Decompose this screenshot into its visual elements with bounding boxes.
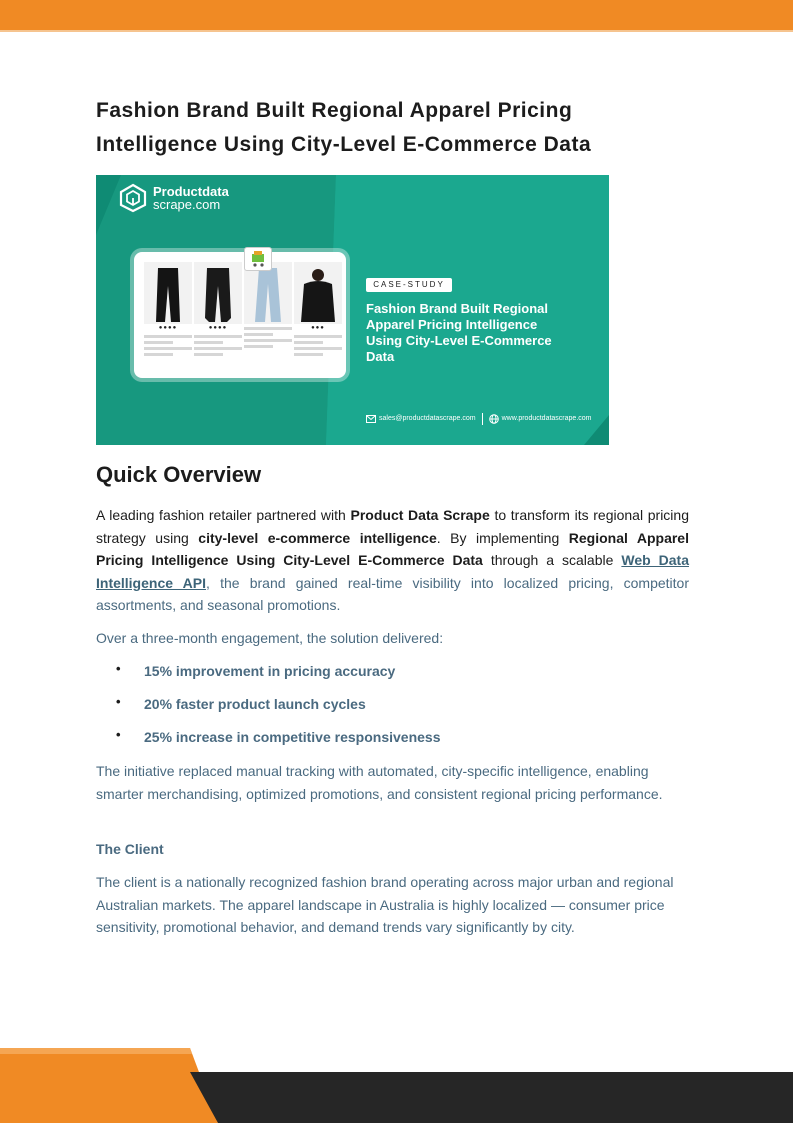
title-line-1: Fashion Brand Built Regional Apparel Pricing <box>96 99 573 122</box>
banner-email[interactable]: sales@productdatascrape.com <box>379 415 476 422</box>
case-study-tag: CASE-STUDY <box>366 278 452 292</box>
banner-headline-line-3: Using City-Level E-Commerce <box>366 333 552 348</box>
product-tile: ●●● <box>294 262 342 356</box>
logo-line-2: scrape.com <box>153 197 221 212</box>
footer-orange-shape <box>0 1048 218 1123</box>
product-grid-card <box>134 252 346 378</box>
product-tile: ●●●● <box>194 262 242 356</box>
client-heading: The Client <box>96 841 164 857</box>
document-title <box>96 94 696 162</box>
company-name-strong: Product Data Scrape <box>350 507 490 523</box>
pants-image-icon <box>153 266 183 324</box>
banner-headline-line-1: Fashion Brand Built Regional <box>366 301 549 316</box>
footer-band <box>0 1048 793 1123</box>
overview-text: through a scalable <box>482 552 622 568</box>
joggers-image-icon <box>203 266 233 324</box>
banner-contact-row <box>366 413 606 425</box>
footer-dark-shape <box>190 1072 793 1123</box>
list-item: • 25% increase in competitive responsiveness <box>116 726 440 759</box>
list-item: • 15% improvement in pricing accuracy <box>116 660 440 693</box>
web-data-intelligence-api-link[interactable]: Web Data Intelligence API <box>96 552 689 591</box>
hoodie-image-icon <box>298 266 338 324</box>
overview-text: , the brand gained real-time visibility into localized pricing, competitor assortments, and seasonal promotions. <box>96 574 689 613</box>
email-icon <box>366 415 376 423</box>
overview-paragraph-3: The initiative replaced manual tracking with automated, city-specific intelligence, enabling smarter merchandising, optimized promotions, and consistent regional pricing performance. <box>96 763 663 802</box>
product-tile <box>244 262 292 348</box>
logo-cube-icon <box>118 183 148 213</box>
jeans-image-icon <box>253 266 283 324</box>
overview-text: to transform its regional pricing strategy using <box>96 507 689 546</box>
list-item: • 20% faster product launch cycles <box>116 693 440 726</box>
title-line-2: Intelligence Using City-Level E-Commerce Data <box>96 133 592 156</box>
overview-paragraph-2: Over a three-month engagement, the solution delivered: <box>96 630 444 646</box>
cart-icon <box>244 247 272 271</box>
results-list <box>116 660 440 759</box>
banner-headline-line-2: Apparel Pricing Intelligence <box>366 317 538 332</box>
product-tile: ●●●● <box>144 262 192 356</box>
banner-logo <box>118 183 229 213</box>
quick-overview-heading: Quick Overview <box>96 462 262 487</box>
banner-website[interactable]: www.productdatascrape.com <box>501 415 592 422</box>
globe-icon <box>489 414 499 424</box>
contact-divider <box>482 413 483 425</box>
overview-text: . By implementing <box>436 529 569 546</box>
overview-paragraph-1 <box>96 504 689 617</box>
case-study-banner <box>96 175 609 445</box>
strategy-strong: city-level e-commerce intelligence <box>198 529 437 546</box>
header-accent-shadow <box>0 30 793 32</box>
header-accent-bar <box>0 0 793 30</box>
client-paragraph: The client is a nationally recognized fashion brand operating across major urban and regional Australian markets. The apparel landscape in Australia is highly localized — consumer price sensitivity, promotional behavior, and demand trends vary significantly by city. <box>96 874 674 935</box>
banner-headline <box>366 301 596 365</box>
logo-line-1: Productdata <box>153 184 229 199</box>
overview-text: A leading fashion retailer partnered with <box>96 507 351 523</box>
solution-strong: Regional Apparel Pricing Intelligence Using City-Level E-Commerce Data <box>96 529 689 568</box>
banner-headline-line-4: Data <box>366 349 395 364</box>
